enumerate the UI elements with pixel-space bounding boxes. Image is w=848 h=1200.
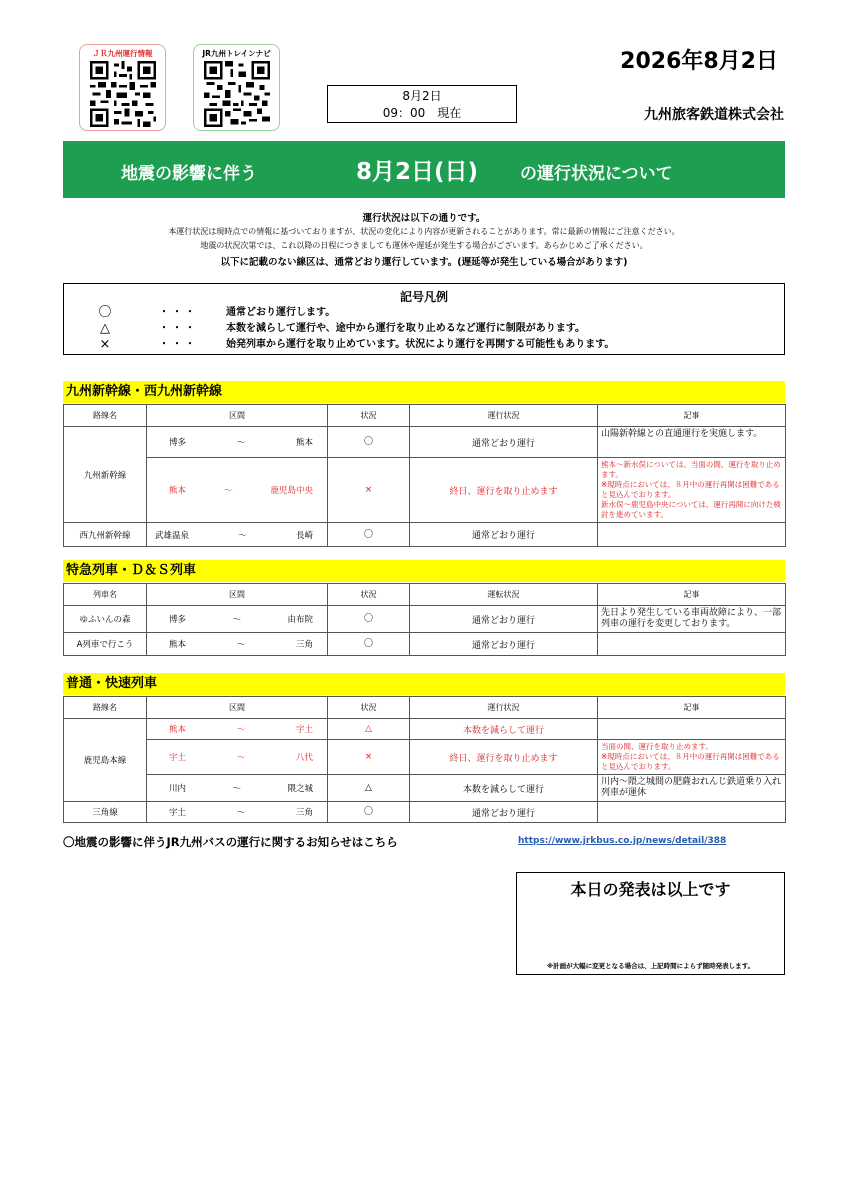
status-text: 終日、運行を取り止めます <box>410 458 598 523</box>
table-row <box>64 740 786 775</box>
line-name: 西九州新幹線 <box>64 523 147 547</box>
col-header-train: 列車名 <box>64 584 147 606</box>
section-tilde: ～ <box>223 486 233 496</box>
legend-row-normal <box>64 305 784 321</box>
col-header-line: 路線名 <box>64 405 147 427</box>
section-from: 熊本 <box>169 486 187 496</box>
circle-icon: 〇 <box>98 305 112 320</box>
qr-code-icon <box>89 61 157 127</box>
section-header-limited-express: 特急列車・Ｄ＆Ｓ列車 <box>63 560 785 582</box>
legend-row-suspended <box>64 337 784 353</box>
symbol-legend <box>63 283 785 355</box>
intro-line-2: 本運行状況は現時点での情報に基づいておりますが、状況の変化により内容が更新されることがあります。常に最新の情報にご注意ください。 <box>168 227 680 236</box>
banner-text-prefix: 地震の影響に伴う <box>121 164 257 184</box>
triangle-icon: △ <box>328 719 410 740</box>
status-text: 本数を減らして運行 <box>410 775 598 802</box>
table-header-row <box>64 405 786 427</box>
legend-dots: ・・・ <box>159 339 198 350</box>
report-date: 8月2日 <box>402 89 442 103</box>
table-row <box>64 606 786 633</box>
report-time: 09：00 現在 <box>382 106 462 120</box>
col-header-section: 区間 <box>147 697 328 719</box>
end-note: ※計画が大幅に変更となる場合は、上記時間によらず随時発表します。 <box>546 962 755 970</box>
col-header-symbol: 状況 <box>328 584 410 606</box>
status-text: 通常どおり運行 <box>410 802 598 823</box>
section-from: 熊本 <box>169 725 187 735</box>
circle-icon: 〇 <box>328 606 410 633</box>
section-cell <box>147 740 328 775</box>
section-to: 三角 <box>295 808 313 818</box>
line-name: 九州新幹線 <box>64 427 147 523</box>
section-cell <box>147 719 328 740</box>
document-date: 2026年8月2日 <box>620 49 778 74</box>
limited-express-table <box>63 583 786 656</box>
train-name: A列車で行こう <box>64 633 147 656</box>
legend-title: 記号凡例 <box>399 290 448 304</box>
section-from: 博多 <box>169 438 187 448</box>
section-from: 熊本 <box>169 640 187 650</box>
section-to: 長崎 <box>295 530 313 541</box>
section-from: 宇土 <box>169 808 187 818</box>
section-to: 熊本 <box>295 438 313 448</box>
legend-text: 始発列車から運行を取り止めています。状況により運行を再開する可能性もあります。 <box>226 339 615 350</box>
legend-text: 通常どおり運行します。 <box>226 307 336 318</box>
col-header-status: 運行状況 <box>410 405 598 427</box>
bus-notice: 〇地震の影響に伴うJR九州バスの運行に関するお知らせはこちら <box>63 835 398 849</box>
table-row <box>64 523 786 547</box>
line-name: 鹿児島本線 <box>64 719 147 802</box>
jr-kyushu-train-navi-qr-card <box>193 44 280 131</box>
table-row <box>64 458 786 523</box>
note-text: 当面の間、運行を取り止めます。 ※現時点においては、８月中の運行再開は困難であると見込んでおります。 <box>598 740 786 775</box>
banner-date: 8月2日(日) <box>356 159 479 185</box>
table-header-row <box>64 697 786 719</box>
circle-icon: 〇 <box>328 523 410 547</box>
section-from: 武雄温泉 <box>155 530 190 541</box>
note-text <box>598 719 786 740</box>
note-text <box>598 633 786 656</box>
table-header-row <box>64 584 786 606</box>
col-header-status: 運行状況 <box>410 697 598 719</box>
section-tilde: ～ <box>236 753 246 763</box>
section-to: 鹿児島中央 <box>270 486 313 496</box>
col-header-section: 区間 <box>147 405 328 427</box>
section-cell <box>147 633 328 656</box>
qr-title-train-navi: JR九州トレインナビ <box>202 49 271 58</box>
section-from: 博多 <box>169 615 187 625</box>
note-text: 山陽新幹線との直通運行を実施します。 <box>598 427 786 458</box>
section-to: 由布院 <box>287 615 313 625</box>
section-header-shinkansen: 九州新幹線・西九州新幹線 <box>63 381 785 403</box>
section-from: 宇土 <box>169 753 187 763</box>
legend-dots: ・・・ <box>159 307 198 318</box>
status-text: 通常どおり運行 <box>410 427 598 458</box>
section-to: 宇土 <box>295 725 313 735</box>
col-header-section: 区間 <box>147 584 328 606</box>
section-cell <box>147 523 328 547</box>
col-header-symbol: 状況 <box>328 697 410 719</box>
intro-line-1: 運行状況は以下の通りです。 <box>362 213 486 224</box>
section-tilde: ～ <box>232 615 241 625</box>
end-of-announcement-box <box>516 872 785 975</box>
circle-icon: 〇 <box>328 427 410 458</box>
title-banner <box>63 141 785 198</box>
table-row <box>64 427 786 458</box>
company-name: 九州旅客鉄道株式会社 <box>644 107 784 123</box>
legend-row-reduced <box>64 321 784 337</box>
section-cell <box>147 458 328 523</box>
circle-icon: 〇 <box>328 802 410 823</box>
end-title: 本日の発表は以上です <box>570 880 731 899</box>
bus-info-link[interactable]: https://www.jrkbus.co.jp/news/detail/388 <box>518 836 727 846</box>
note-text: 川内～隈之城間の肥薩おれんじ鉄道乗り入れ列車が運休 <box>598 775 786 802</box>
section-to: 八代 <box>295 753 313 763</box>
legend-text: 本数を減らして運行や、途中から運行を取り止めるなど運行に制限があります。 <box>226 323 585 334</box>
table-row <box>64 719 786 740</box>
shinkansen-table <box>63 404 786 547</box>
local-trains-table <box>63 696 786 823</box>
section-tilde: ～ <box>238 530 247 541</box>
col-header-line: 路線名 <box>64 697 147 719</box>
table-row <box>64 802 786 823</box>
legend-dots: ・・・ <box>159 323 198 334</box>
section-tilde: ～ <box>236 808 246 818</box>
note-text <box>598 802 786 823</box>
col-header-symbol: 状況 <box>328 405 410 427</box>
status-text: 通常どおり運行 <box>410 606 598 633</box>
section-cell <box>147 775 328 802</box>
train-name: ゆふいんの森 <box>64 606 147 633</box>
status-text: 本数を減らして運行 <box>410 719 598 740</box>
intro-line-4: 以下に記載のない線区は、通常どおり運行しています。(遅延等が発生している場合があります) <box>220 257 628 268</box>
status-text: 通常どおり運行 <box>410 633 598 656</box>
triangle-icon: △ <box>328 775 410 802</box>
section-cell <box>147 427 328 458</box>
col-header-note: 記事 <box>598 584 786 606</box>
cross-icon: × <box>328 458 410 523</box>
section-tilde: ～ <box>236 640 246 650</box>
note-text: 熊本～新水俣については、当面の間、運行を取り止めます。 ※現時点においては、８月中の運行再開は困難であると見込んでおります。 新水俣～鹿児島中央については、運行再開に向けた検討を進めています。 <box>598 458 786 523</box>
triangle-icon: △ <box>100 321 110 336</box>
status-text: 通常どおり運行 <box>410 523 598 547</box>
circle-icon: 〇 <box>328 633 410 656</box>
qr-title-operation-info: ＪＲ九州運行情報 <box>92 49 153 58</box>
section-to: 隈之城 <box>287 784 313 794</box>
col-header-note: 記事 <box>598 697 786 719</box>
col-header-note: 記事 <box>598 405 786 427</box>
table-row <box>64 633 786 656</box>
banner-text-suffix: の運行状況について <box>520 164 673 184</box>
table-row <box>64 775 786 802</box>
section-tilde: ～ <box>236 725 246 735</box>
intro-line-3: 地震の状況次第では、これ以降の日程につきましても運休や遅延が発生する場合がございます。あらかじめご了承ください。 <box>200 241 648 250</box>
section-cell <box>147 802 328 823</box>
section-cell <box>147 606 328 633</box>
section-header-local-trains: 普通・快速列車 <box>63 673 785 695</box>
cross-icon: × <box>328 740 410 775</box>
section-tilde: ～ <box>232 784 241 794</box>
col-header-status: 運転状況 <box>410 584 598 606</box>
qr-code-icon <box>203 61 271 127</box>
section-tilde: ～ <box>236 438 246 448</box>
jr-kyushu-info-qr-card <box>79 44 166 131</box>
status-text: 終日、運行を取り止めます <box>410 740 598 775</box>
report-time-box <box>327 85 517 123</box>
note-text <box>598 523 786 547</box>
section-to: 三角 <box>295 640 313 650</box>
cross-icon: × <box>99 337 111 352</box>
note-text: 先日より発生している車両故障により、一部列車の運行を変更しております。 <box>598 606 786 633</box>
section-from: 川内 <box>169 784 187 794</box>
line-name: 三角線 <box>64 802 147 823</box>
